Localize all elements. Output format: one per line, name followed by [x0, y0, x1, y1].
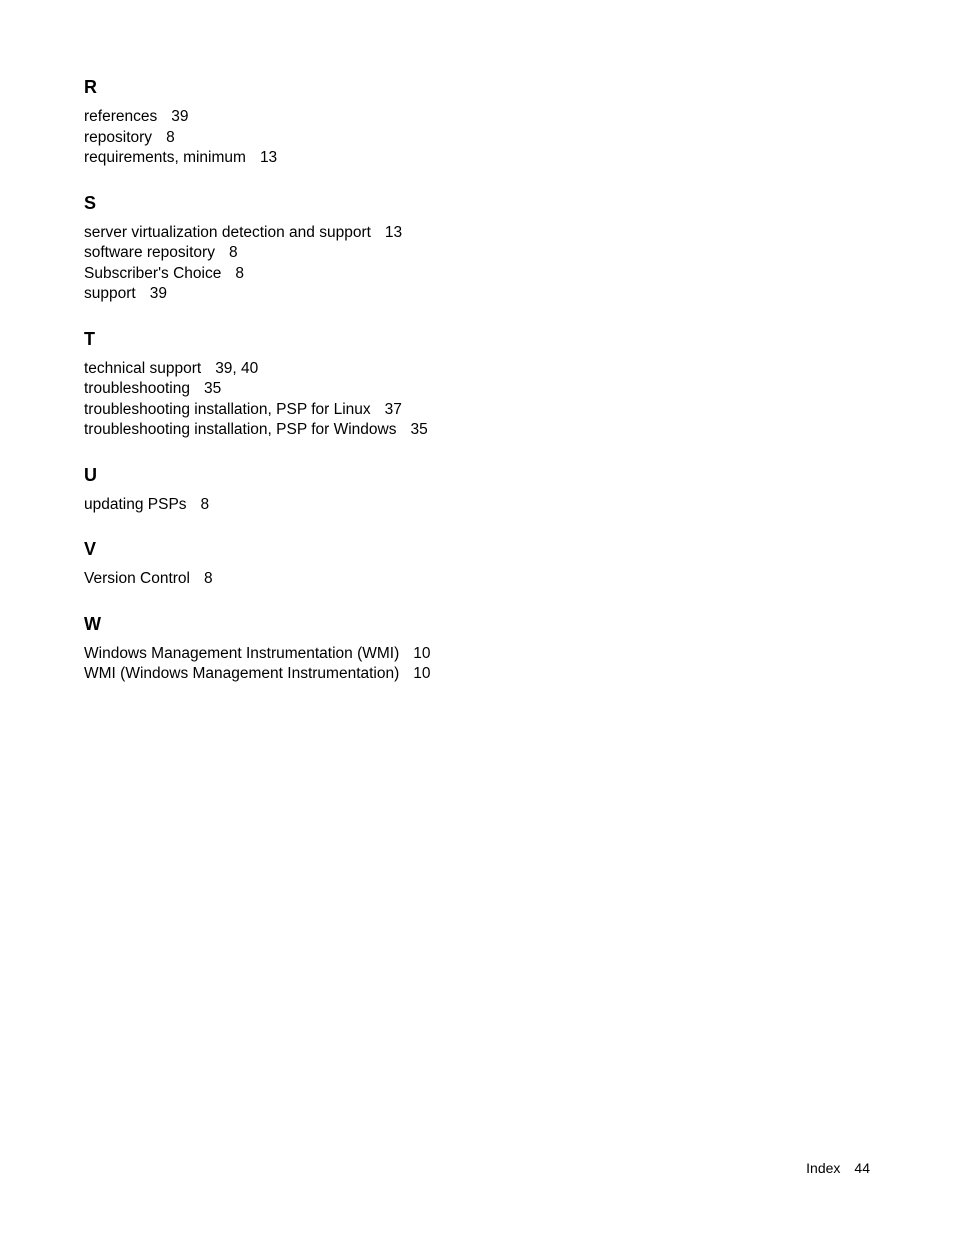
- section-letter: T: [84, 328, 95, 349]
- index-section-w: [84, 611, 844, 685]
- index-entry: [84, 359, 844, 380]
- index-entry: [84, 107, 844, 128]
- index-entry: [84, 644, 844, 665]
- entry-page-link[interactable]: 35: [410, 421, 428, 438]
- entry-page-link[interactable]: 8: [203, 570, 213, 587]
- index-section-t: [84, 326, 844, 441]
- entry-term: troubleshooting installation, PSP for Linux: [84, 400, 371, 418]
- footer-label: Index: [806, 1160, 841, 1176]
- entry-term: server virtualization detection and support: [84, 223, 371, 241]
- section-letter: S: [84, 192, 97, 213]
- entry-term: Version Control: [84, 570, 190, 587]
- entry-term: references: [84, 108, 158, 125]
- index-entry: [84, 569, 844, 590]
- entry-page-link[interactable]: 8: [228, 244, 238, 261]
- entry-page-link[interactable]: 13: [384, 223, 403, 241]
- section-letter: U: [84, 464, 97, 485]
- section-letter: W: [84, 613, 101, 634]
- index-entry: [84, 400, 844, 421]
- index-entry: [84, 420, 844, 441]
- entry-term: technical support: [84, 359, 202, 377]
- page-number: 44: [854, 1160, 870, 1176]
- index-section-v: [84, 536, 844, 590]
- entry-term: software repository: [84, 244, 215, 261]
- index-section-s: [84, 190, 844, 305]
- index-entry: [84, 264, 844, 285]
- index-entry: [84, 243, 844, 264]
- index-entry: [84, 128, 844, 149]
- index-entry: [84, 379, 844, 400]
- entry-page-link[interactable]: 10: [413, 644, 431, 662]
- entry-term: updating PSPs: [84, 495, 187, 513]
- entry-page-link[interactable]: 8: [200, 495, 210, 513]
- index-section-u: [84, 462, 844, 516]
- entry-page-link[interactable]: 39: [171, 108, 189, 125]
- entry-term: troubleshooting installation, PSP for Windows: [84, 421, 397, 438]
- entry-page-link[interactable]: 13: [259, 149, 278, 166]
- entry-page-link[interactable]: 8: [235, 264, 244, 282]
- entry-page-link[interactable]: 39, 40: [215, 359, 259, 377]
- entry-term: support: [84, 285, 136, 302]
- entry-page-link[interactable]: 10: [413, 665, 431, 682]
- index-section-r: [84, 74, 844, 169]
- index-entry: [84, 664, 844, 685]
- section-letter: R: [84, 77, 97, 97]
- entry-page-link[interactable]: 39: [149, 285, 167, 302]
- index-entry: [84, 148, 844, 169]
- index-body: [84, 74, 844, 706]
- entry-term: Subscriber's Choice: [84, 264, 222, 282]
- index-entry: [84, 495, 844, 516]
- entry-term: repository: [84, 128, 153, 146]
- entry-term: Windows Management Instrumentation (WMI): [84, 644, 400, 662]
- page-footer: [806, 1158, 870, 1178]
- entry-page-link[interactable]: 8: [166, 128, 175, 146]
- entry-page-link[interactable]: 37: [384, 400, 402, 418]
- section-letter: V: [84, 539, 97, 559]
- index-entry: [84, 284, 844, 305]
- index-entry: [84, 223, 844, 244]
- entry-page-link[interactable]: 35: [204, 380, 222, 397]
- entry-term: troubleshooting: [84, 380, 190, 397]
- entry-term: WMI (Windows Management Instrumentation): [84, 665, 400, 682]
- entry-term: requirements, minimum: [84, 149, 246, 166]
